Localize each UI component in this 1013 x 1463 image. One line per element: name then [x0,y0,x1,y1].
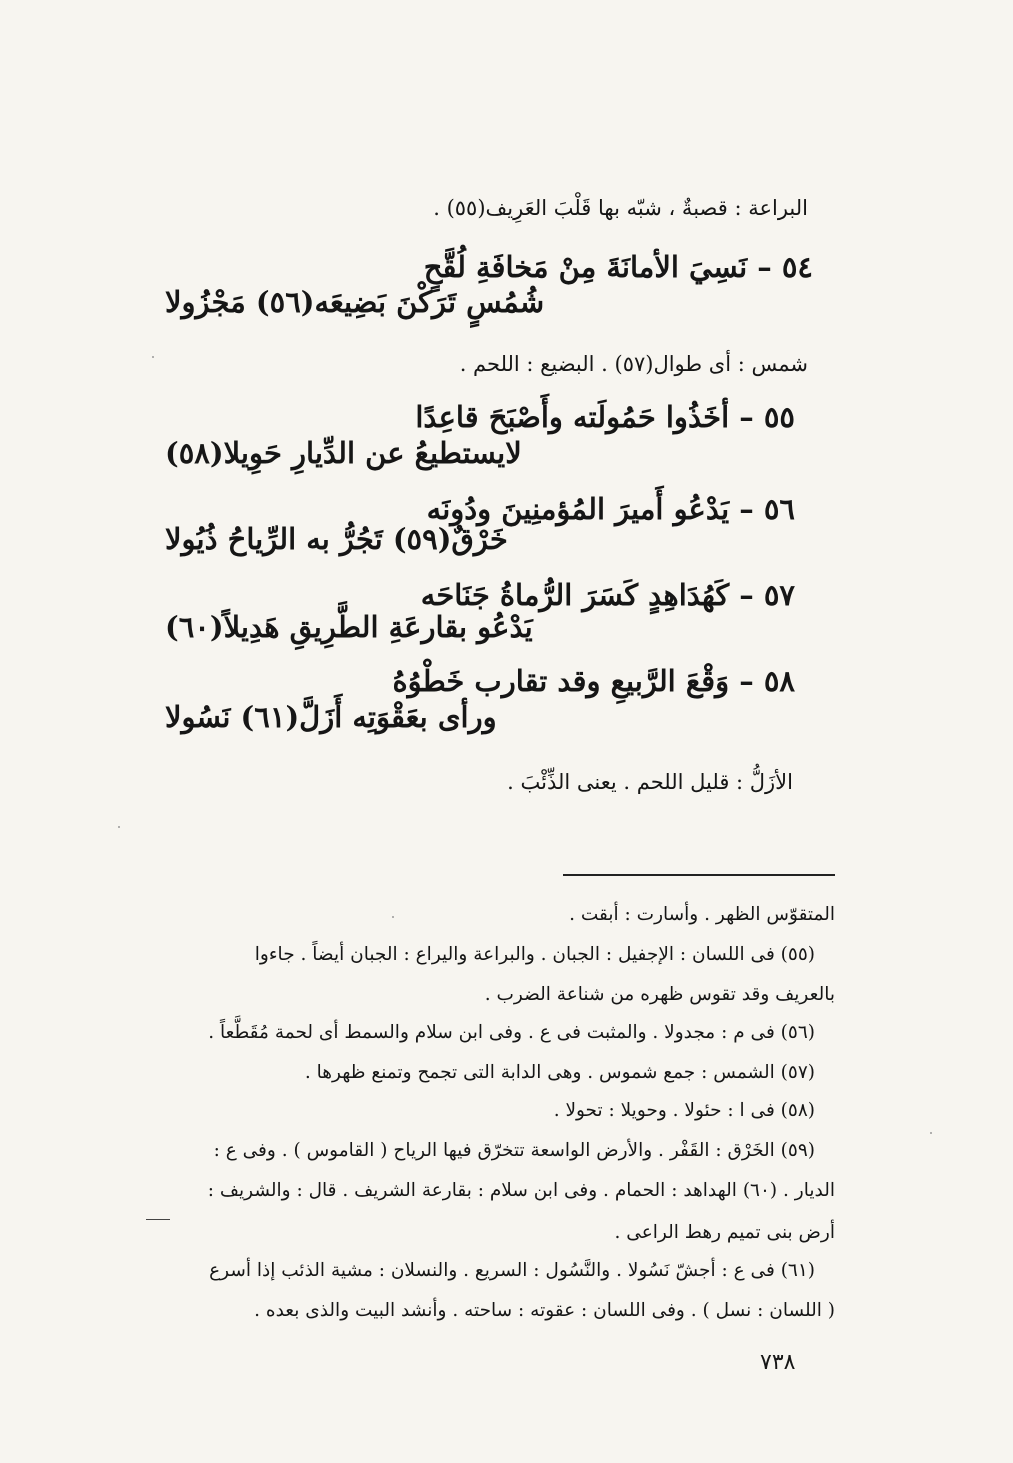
footnote-line: (٥٧) الشمس : جمع شموس . وهى الدابة التى تجمح وتمنع ظهرها . [304,1062,815,1083]
gloss-line: البراعة : قصبةٌ ، شبّه بها قَلْبَ العَرِيف(٥٥) . [433,196,808,220]
footnote-line: (٥٥) فى اللسان : الإجفيل : الجبان . والبراعة واليراع : الجبان أيضاً . جاءوا [254,944,815,965]
scan-speck [930,1132,932,1134]
verse-hemistich-2: خَرْقٌ(٥٩) تَجُرُّ به الرِّياحُ ذُيُولا [165,522,508,556]
verse-hemistich-2: ورأى بعَقْوَتِه أَزَلَّ(٦١) نَسُولا [165,700,497,734]
scan-speck [152,356,154,358]
verse-hemistich-2: شُمُسٍ تَرَكْنَ بَضِيعَه(٥٦) مَجْزُولا [165,285,545,319]
footnote-line: (٥٦) فى م : مجدولا . والمثبت فى ع . وفى ابن سلام والسمط أى لحمة مُقَطَّعاً . [208,1022,815,1043]
gloss-line: شمس : أى طوال(٥٧) . البضيع : اللحم . [459,352,808,376]
verse-hemistich-2: يَدْعُو بقارعَةِ الطَّرِيقِ هَدِيلاً(٦٠) [165,610,533,644]
verse-hemistich-2: لايستطيعُ عن الدِّيارِ حَوِيلا(٥٨) [165,436,522,470]
footnote-separator [563,874,835,876]
footnote-line: (٦١) فى ع : أجشّ نَسُولا . والنَّسُول : السريع . والنسلان : مشية الذئب إذا أسرع [209,1260,815,1281]
footnote-line: (٥٩) الخَرْق : القَفْر . والأرض الواسعة تتخرّق فيها الرياح ( القاموس ) . وفى ع : [213,1140,815,1161]
footnote-line: أرض بنى تميم رهط الراعى . [614,1222,835,1243]
verse-hemistich-1: ٥٨ – وَقْعَ الرَّبيعِ وقد تقارب خَطْوُهُ [392,664,795,698]
footnote-line: الديار . (٦٠) الهداهد : الحمام . وفى ابن سلام : بقارعة الشريف . قال : والشريف : [207,1180,835,1201]
footnote-line: ( اللسان : نسل ) . وفى اللسان : عقوته : ساحته . وأنشد البيت والذى بعده . [254,1300,835,1321]
footnote-line: بالعريف وقد تقوس ظهره من شناعة الضرب . [484,984,835,1005]
verse-hemistich-1: ٥٦ – يَدْعُو أَميرَ المُؤمنِينَ ودُونَه [426,492,795,526]
verse-hemistich-1: ٥٤ – نَسِيَ الأمانَةَ مِنْ مَخافَةِ لُقَّحٍ [423,250,813,284]
scan-speck [392,916,394,918]
verse-hemistich-1: ٥٧ – كَهُدَاهِدٍ كَسَرَ الرُّماةُ جَنَاحَه [420,578,795,612]
footnote-line: (٥٨) فى ا : حئولا . وحويلا : تحولا . [553,1100,815,1121]
scan-speck [118,826,120,828]
footnote-line: المتقوّس الظهر . وأسارت : أبقت . [569,904,835,925]
gloss-line: الأزَلُّ : قليل اللحم . يعنى الذِّئْبَ . [507,770,793,794]
scan-mark [146,1219,170,1220]
verse-hemistich-1: ٥٥ – أخَذُوا حَمُولَته وأَصْبَحَ قاعِدًا [415,400,795,434]
page-number: ٧٣٨ [760,1350,796,1375]
